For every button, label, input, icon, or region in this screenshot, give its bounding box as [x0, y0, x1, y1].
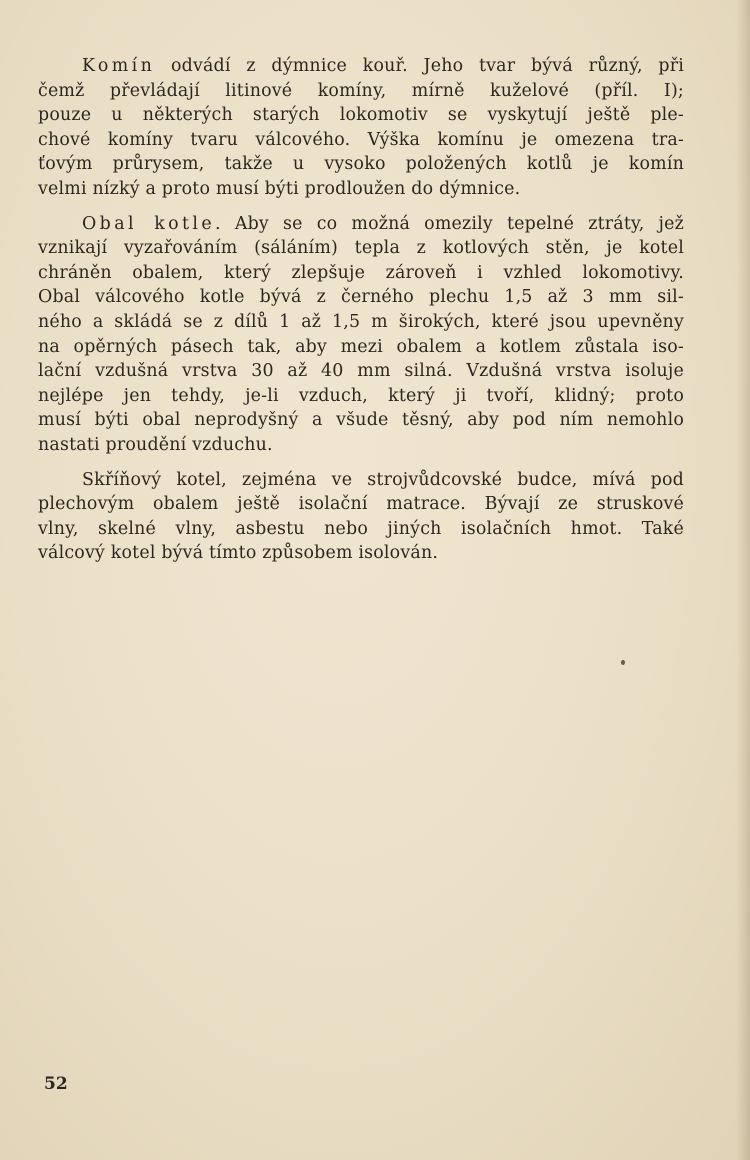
text-line: chové komíny tvaru válcového. Výška komínu je omezena tra- [38, 129, 684, 150]
text-line: lační vzdušná vrstva 30 až 40 mm silná. Vzdušná vrstva isoluje [38, 361, 684, 382]
run-in-heading: Komín [82, 56, 156, 76]
text-line: vznikají vyzařováním (sáláním) tepla z kotlových stěn, je kotel [38, 238, 684, 259]
text-line: čemž převládají litinové komíny, mírně kuželové (příl. I); [38, 80, 684, 101]
paragraph-skrinovy-kotel [38, 468, 684, 566]
paragraph-komin [38, 54, 684, 202]
text-line: vlny, skelné vlny, asbestu nebo jiných isolačních hmot. Také [38, 518, 684, 539]
text-line: na opěrných pásech tak, aby mezi obalem a kotlem zůstala iso- [38, 336, 684, 357]
paper-speck [621, 660, 625, 665]
body-text [38, 54, 684, 576]
text-line: ťovým průrysem, takže u vysoko položených kotlů je komín [38, 154, 684, 175]
text-line: válcový kotel bývá tímto způsobem isolován. [38, 543, 439, 564]
text-line: ného a skládá se z dílů 1 až 1,5 m širokých, které jsou upevněny [38, 311, 684, 332]
text-line: Obal válcového kotle bývá z černého plechu 1,5 až 3 mm sil- [38, 287, 684, 308]
text-line: nejlépe jen tehdy, je-li vzduch, který ji tvoří, klidný; proto [38, 385, 684, 406]
run-in-heading: Obal kotle [82, 213, 216, 234]
text-line: pouze u některých starých lokomotiv se vyskytují ještě ple- [38, 105, 684, 126]
text-line: velmi nízký a proto musí býti prodloužen do dýmnice. [38, 178, 521, 199]
text-line: Skříňový kotel, zejména ve strojvůdcovské budce, mívá pod [82, 469, 684, 490]
text-line: chráněn obalem, který zlepšuje zároveň i vzhled lokomotivy. [38, 262, 684, 283]
text-line: Komín odvádí z dýmnice kouř. Jeho tvar bývá různý, při [82, 56, 684, 76]
page-number: 52 [44, 1074, 68, 1094]
paragraph-obal-kotle [38, 212, 684, 458]
text-line: plechovým obalem ještě isolační matrace. Bývají ze struskové [38, 494, 684, 515]
text-line: nastati proudění vzduchu. [38, 434, 273, 455]
page-edge-shadow [736, 0, 750, 1160]
text-line: musí býti obal neprodyšný a všude těsný, aby pod ním nemohlo [38, 410, 684, 431]
text-line: Obal kotle. Aby se co možná omezily tepelné ztráty, jež [82, 213, 684, 234]
